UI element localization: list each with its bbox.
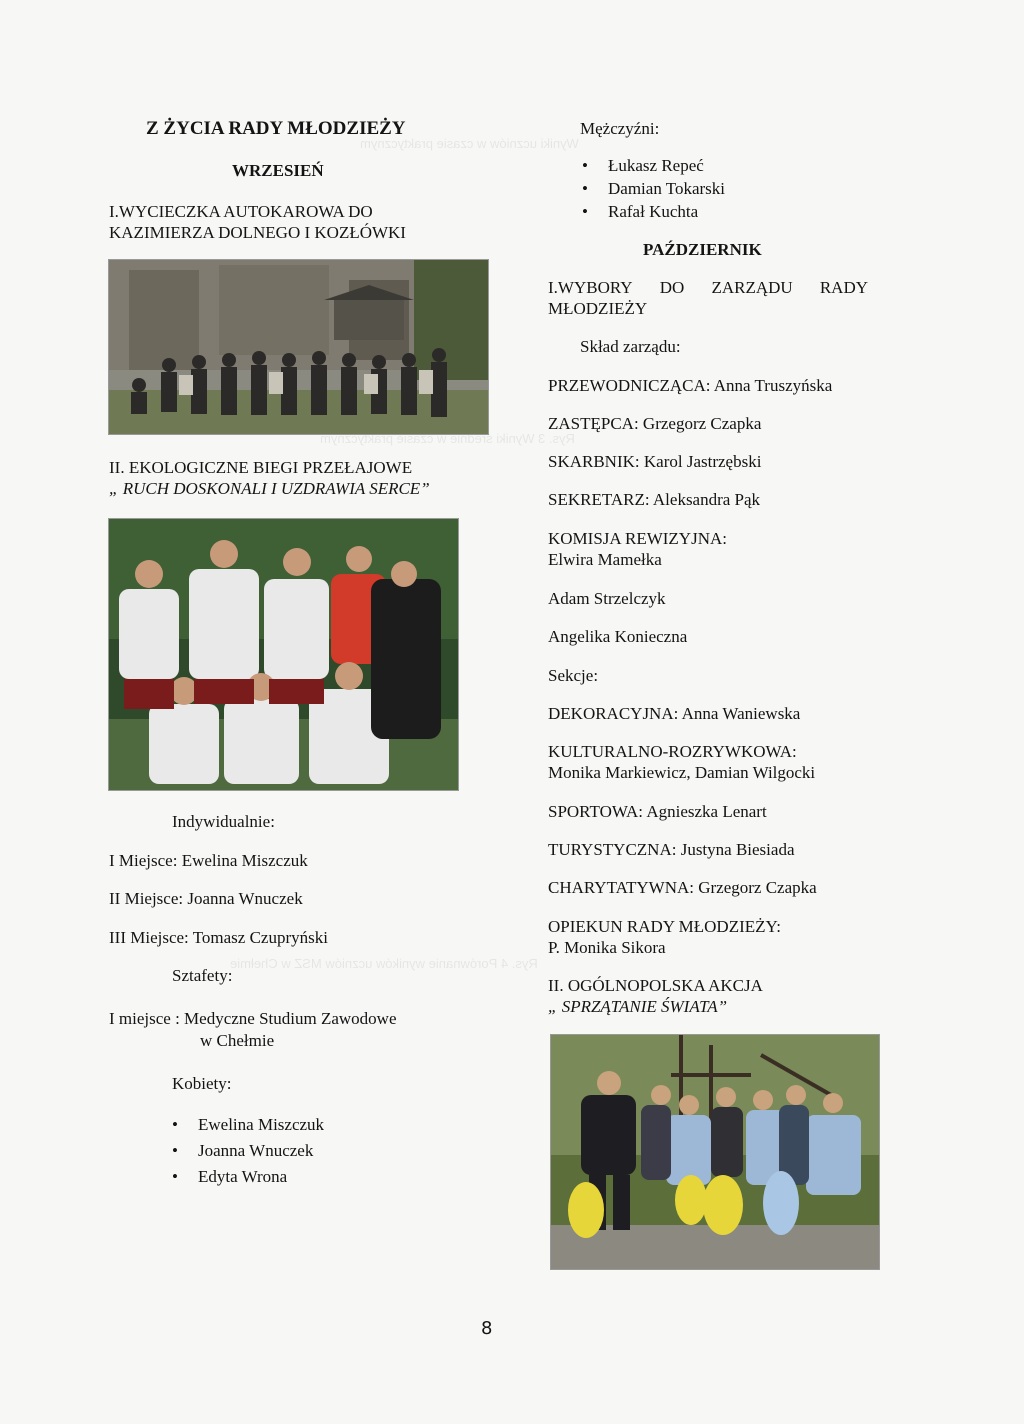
section-culture-heading: KULTURALNO-ROZRYWKOWA: (548, 742, 797, 761)
bleed-through-text: Rys. 3 Wyniki średnie w czasie praktycznym (320, 431, 575, 446)
section-culture-names: Monika Markiewicz, Damian Wilgocki (548, 763, 816, 782)
list-item: • Damian Tokarski (578, 177, 725, 200)
result-place-1: I Miejsce: Ewelina Miszczuk (109, 851, 308, 870)
section2-heading-line1: II. EKOLOGICZNE BIEGI PRZEŁAJOWE (109, 458, 413, 477)
action-heading-line1: II. OGÓLNOPOLSKA AKCJA (548, 976, 763, 995)
bleed-through-text: Rys. 4 Porównanie wyników uczniów MSZ w Chełmie (230, 956, 538, 971)
audit-member-1: Elwira Mamełka (548, 550, 662, 569)
audit-member-2: Adam Strzelczyk (548, 589, 666, 608)
relay-heading: Sztafety: (172, 966, 233, 985)
section1-heading-line2: KAZIMIERZA DOLNEGO I KOZŁÓWKI (109, 223, 406, 242)
women-heading: Kobiety: (172, 1074, 232, 1093)
relay-result-line2: w Chełmie (200, 1031, 275, 1050)
election-heading-line2: MŁODZIEŻY (548, 299, 648, 318)
list-item: • Łukasz Repeć (578, 154, 725, 177)
month-heading-september: WRZESIEŃ (232, 161, 324, 180)
month-heading-october: PAŹDZIERNIK (643, 240, 762, 259)
section-sport: SPORTOWA: Agnieszka Lenart (548, 802, 767, 821)
guardian-name: P. Monika Sikora (548, 938, 666, 957)
board-chair: PRZEWODNICZĄCA: Anna Truszyńska (548, 376, 833, 395)
page-title: Z ŻYCIA RADY MŁODZIEŻY (146, 118, 406, 139)
section-tourism: TURYSTYCZNA: Justyna Biesiada (548, 840, 795, 859)
photo-clean-the-world (550, 1034, 880, 1270)
section-charity: CHARYTATYWNA: Grzegorz Czapka (548, 878, 817, 897)
list-item: • Joanna Wnuczek (168, 1139, 324, 1162)
bleed-through-text: Wyniki uczniów w czasie praktycznym (360, 136, 579, 151)
list-item: • Edyta Wrona (168, 1165, 324, 1188)
election-heading-line1: I.WYBORY DO ZARZĄDU RADY (548, 278, 868, 297)
section2-heading-line2: „ RUCH DOSKONALI I UZDRAWIA SERCE” (109, 479, 430, 498)
sections-heading: Sekcje: (548, 666, 599, 685)
audit-heading: KOMISJA REWIZYJNA: (548, 529, 727, 548)
board-heading: Skład zarządu: (580, 337, 681, 356)
result-place-2: II Miejsce: Joanna Wnuczek (109, 889, 303, 908)
men-list (578, 154, 725, 223)
action-heading-line2: „ SPRZĄTANIE ŚWIATA” (548, 997, 728, 1016)
board-treasurer: SKARBNIK: Karol Jastrzębski (548, 452, 762, 471)
list-item: • Ewelina Miszczuk (168, 1113, 324, 1136)
men-heading: Mężczyźni: (580, 119, 660, 138)
audit-member-3: Angelika Konieczna (548, 627, 688, 646)
board-deputy: ZASTĘPCA: Grzegorz Czapka (548, 414, 762, 433)
section1-heading-line1: I.WYCIECZKA AUTOKAROWA DO (109, 202, 373, 221)
board-secretary: SEKRETARZ: Aleksandra Pąk (548, 490, 761, 509)
photo-trip-group (108, 259, 489, 435)
individual-heading: Indywidualnie: (172, 812, 275, 831)
result-place-3: III Miejsce: Tomasz Czupryński (109, 928, 328, 947)
women-list (168, 1113, 324, 1188)
photo-run-team (108, 518, 459, 791)
guardian-heading: OPIEKUN RADY MŁODZIEŻY: (548, 917, 781, 936)
page-number: 8 (481, 1318, 493, 1339)
relay-result-line1: I miejsce : Medyczne Studium Zawodowe (109, 1009, 397, 1028)
section-decoration: DEKORACYJNA: Anna Waniewska (548, 704, 801, 723)
list-item: • Rafał Kuchta (578, 200, 725, 223)
